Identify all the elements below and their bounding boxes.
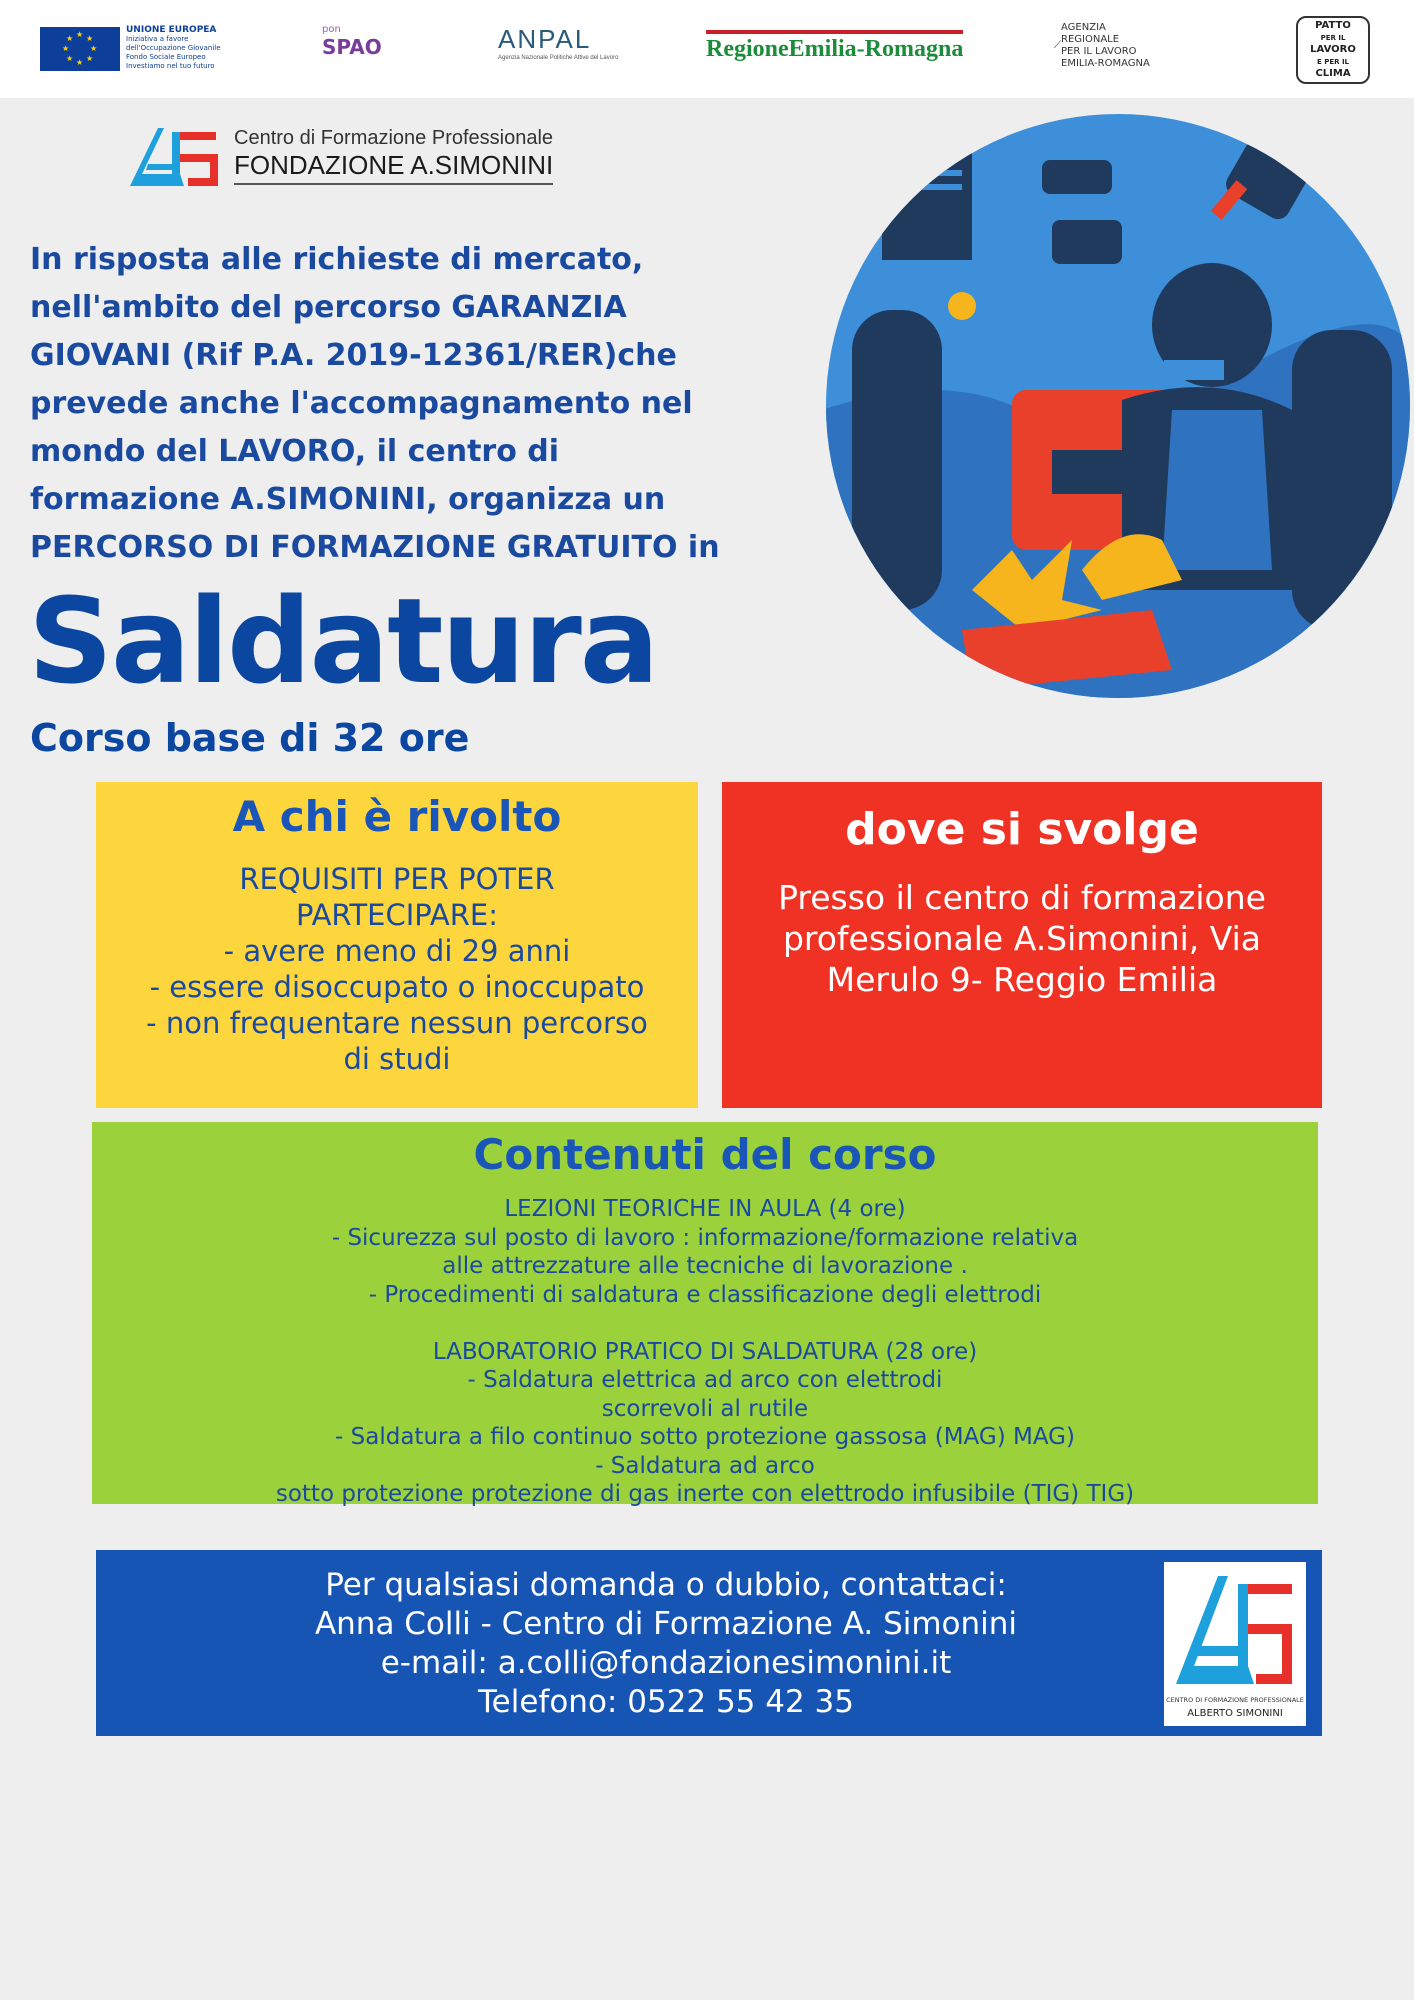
who-box: [96, 782, 698, 1108]
contact-box: [96, 1550, 1322, 1736]
afs-large-logo-icon: [1164, 1562, 1306, 1726]
org-line-1: Centro di Formazione Professionale: [234, 127, 554, 149]
anpal-sub: Agenzia Nazionale Politiche Attive del Lavoro: [498, 55, 619, 61]
where-body: Presso il centro di formazione professionale A.Simonini, Via Merulo 9- Reggio Emilia: [778, 878, 1266, 999]
patto-line-4: E PER IL: [1316, 58, 1350, 66]
pon-spao-logo: [322, 24, 382, 59]
eu-title: UNIONE EUROPEA: [126, 25, 217, 35]
who-heading: A chi è rivolto: [232, 792, 562, 841]
page-subtitle: Corso base di 32 ore: [30, 716, 470, 760]
intro-text: In risposta alle richieste di mercato, nell'ambito del percorso GARANZIA GIOVANI (Rif P.A. 2019-12361/RER)che prevede anche l'accompagnamento nel mondo del LAVORO, il centro di formazione A.SIMONINI, organizza un PERCORSO DI FORMAZIONE GRATUITO in: [30, 242, 720, 565]
patto-logo: [1296, 16, 1370, 84]
patto-line-3: LAVORO: [1310, 44, 1356, 55]
contents-heading: Contenuti del corso: [473, 1130, 937, 1179]
eu-line-1: Iniziativa a favore dell'Occupazione Giovanile: [126, 35, 221, 52]
patto-line-2: PER IL: [1320, 34, 1346, 42]
afs-logo-icon: [128, 124, 228, 188]
where-box: [722, 782, 1322, 1108]
who-body: REQUISITI PER POTER PARTECIPARE: - avere meno di 29 anni - essere disoccupato o inoccupato - non frequentare nessun percorso di studi: [146, 862, 648, 1076]
agency-line-4: EMILIA-ROMAGNA: [1061, 58, 1150, 69]
region-name: RegioneEmilia-Romagna: [706, 30, 963, 63]
logo-caption-1: CENTRO DI FORMAZIONE PROFESSIONALE: [1166, 1696, 1304, 1704]
contents-body: LEZIONI TEORICHE IN AULA (4 ore) - Sicurezza sul posto di lavoro : informazione/formazione relativa alle attrezzature alle tecniche di lavorazione . - Procedimenti di saldatura e classificazione degli elettrodi LABORATORIO PRATICO DI SALDATURA (28 ore) - Saldatura elettrica ad arco con elettrodi scorrevoli al rutile - Saldatura a filo continuo sotto protezione gassosa (MAG) MAG) - Saldatura ad arco sotto protezione protezione di gas inerte con elettrodo infusibile (TIG) TIG): [275, 1196, 1135, 1507]
agency-logo: [1054, 22, 1150, 70]
eu-line-2: Fondo Sociale Europeo: [126, 53, 206, 61]
org-line-2: FONDAZIONE A.SIMONINI: [234, 150, 554, 180]
simonini-logo: [1164, 1562, 1306, 1726]
pon-name: pon: [322, 24, 341, 35]
anpal-logo: [498, 24, 618, 61]
anpal-name: ANPAL: [498, 24, 592, 54]
logo-caption-2: ALBERTO SIMONINI: [1187, 1708, 1283, 1719]
eu-flag-icon: ★ ★ ★ ★ ★ ★ ★ ★: [40, 27, 120, 71]
where-heading: dove si svolge: [845, 804, 1199, 855]
agency-line-2: REGIONALE: [1061, 34, 1120, 45]
organization-header: [128, 124, 553, 188]
welder-illustration: [822, 110, 1414, 702]
contents-box: [92, 1122, 1318, 1507]
eu-line-3: Investiamo nel tuo futuro: [126, 62, 215, 70]
agency-line-1: AGENZIA: [1061, 22, 1106, 33]
region-logo: [706, 30, 963, 63]
page-title: Saldatura: [28, 572, 658, 710]
eu-logo: [40, 26, 246, 71]
agency-line-3: PER IL LAVORO: [1061, 46, 1137, 57]
patto-line-5: CLIMA: [1315, 68, 1351, 79]
partner-logos-bar: [0, 0, 1414, 98]
patto-line-1: PATTO: [1315, 20, 1351, 31]
contact-body: Per qualsiasi domanda o dubbio, contattaci: Anna Colli - Centro di Formazione A. Simonini e-mail: a.colli@fondazionesimonini.it Telefono: 0522 55 42 35: [314, 1567, 1018, 1720]
pon-sub: SPAO: [322, 35, 382, 59]
agency-mark-icon: ⟋: [1054, 40, 1061, 51]
